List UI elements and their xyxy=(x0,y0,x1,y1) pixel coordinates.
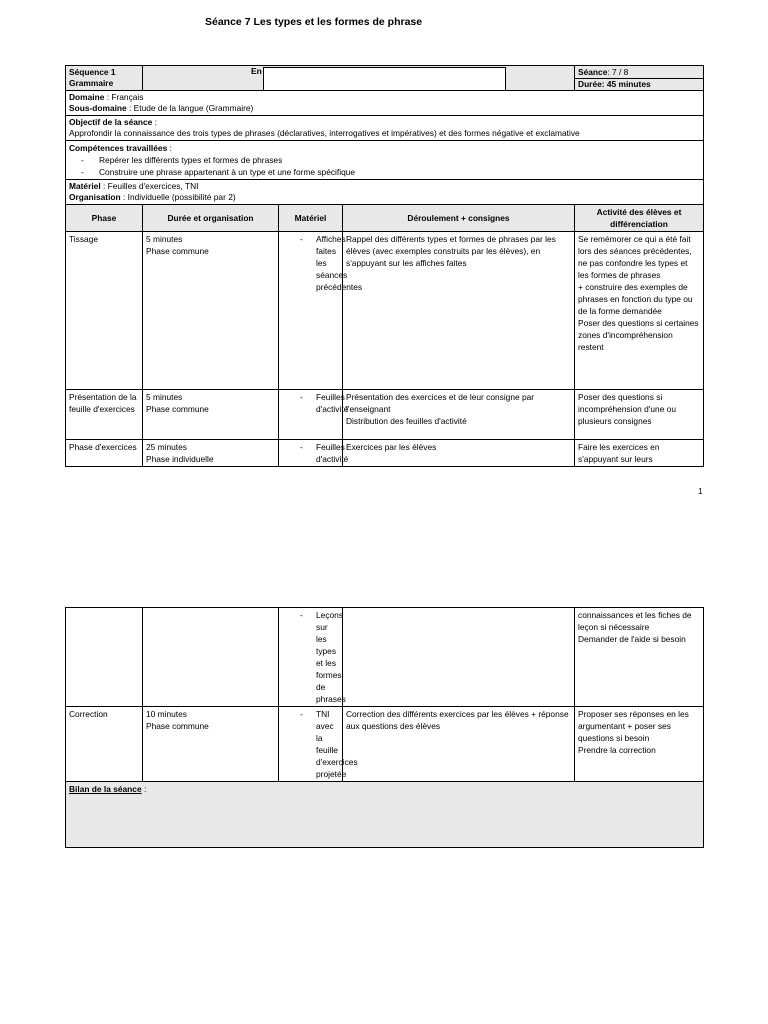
sequence-label: Séquence 1 xyxy=(69,67,116,77)
document-title: Séance 7 Les types et les formes de phrase xyxy=(205,16,423,28)
materiel-cell xyxy=(279,608,346,707)
column-header-row xyxy=(66,205,704,232)
col-header-activite: Activité des élèves et différenciation xyxy=(575,205,704,232)
col-header-duree: Durée et organisation xyxy=(143,205,279,232)
activite-cell: Se remémorer ce qui a été fait lors des séances précédentes, ne pas confondre les types et les formes de phrases + construire des exemples de phrases en fonction du type ou de la forme demandée Poser des questions si certaines zones d'incompréhension restent xyxy=(575,232,704,390)
col-header-materiel: Matériel xyxy=(279,205,343,232)
materiel-cell xyxy=(279,390,349,440)
materiel-item: - Feuilles d'activité xyxy=(282,441,339,465)
competences-suffix: : xyxy=(167,143,172,153)
domaine-label: Domaine xyxy=(69,92,105,102)
materiel-value: : Feuilles d'exercices, TNI xyxy=(100,181,199,191)
domaine-row xyxy=(66,91,704,116)
duree-value: : 45 minutes xyxy=(601,79,651,89)
duree-cell xyxy=(143,232,279,390)
duree-time: 5 minutes xyxy=(146,234,183,244)
phase-cell: Tissage xyxy=(66,232,143,390)
deroulement-cell: Rappel des différents types et formes de phrases par les élèves (avec exemples construits par les élèves), en s'appuyant sur les affiches faites xyxy=(343,232,575,390)
duree-org: Phase individuelle xyxy=(146,454,214,464)
duree-cell xyxy=(143,608,279,707)
ent-text-box xyxy=(263,67,506,91)
activite-cell: Proposer ses réponses en les argumentant + poser ses questions si besoin Prendre la correction xyxy=(575,707,704,782)
domaine-value: : Français xyxy=(104,92,144,102)
table-row xyxy=(66,232,704,390)
duree-org: Phase commune xyxy=(146,246,209,256)
materiel-row xyxy=(66,180,704,205)
deroulement-cell: Exercices par les élèves xyxy=(343,440,575,467)
duree-time: 10 minutes xyxy=(146,709,187,719)
bilan-row xyxy=(66,782,704,848)
sous-domaine-value: : Etude de la langue (Grammaire) xyxy=(126,103,254,113)
duree-cell xyxy=(143,390,279,440)
seance-value: : 7 / 8 xyxy=(607,67,629,77)
deroulement-cell xyxy=(343,608,575,707)
activite-cell: Poser des questions si incompréhension d'une ou plusieurs consignes xyxy=(575,390,704,440)
sous-domaine-label: Sous-domaine xyxy=(69,103,127,113)
lesson-plan-table-continued xyxy=(65,607,704,848)
bilan-cell xyxy=(66,782,704,848)
objectif-text: Approfondir la connaissance des trois types de phrases (déclaratives, interrogatives et impératives) et des formes négative et exclamative xyxy=(69,128,580,138)
materiel-item: - TNI avec la feuille d'exercices projetée xyxy=(282,708,339,780)
table-row xyxy=(66,608,704,707)
materiel-item: - Affiches faites les séances précédentes xyxy=(282,233,339,293)
activite-cell: Faire les exercices en s'appuyant sur leurs xyxy=(575,440,704,467)
organisation-label: Organisation xyxy=(69,192,121,202)
duree-org: Phase commune xyxy=(146,404,209,414)
phase-cell: Correction xyxy=(66,707,143,782)
phase-cell: Phase d'exercices xyxy=(66,440,143,467)
deroulement-cell: Correction des différents exercices par les élèves + réponse aux questions des élèves xyxy=(343,707,575,782)
seance-cell xyxy=(575,66,704,91)
duree-org: Phase commune xyxy=(146,721,209,731)
col-header-phase: Phase xyxy=(66,205,143,232)
materiel-cell xyxy=(279,232,363,390)
materiel-cell xyxy=(279,440,349,467)
ent-label: En xyxy=(251,66,262,76)
activite-cell: connaissances et les fiches de leçon si nécessaire Demander de l'aide si besoin xyxy=(575,608,704,707)
seance-label: Séance xyxy=(578,67,608,77)
table-row xyxy=(66,440,704,467)
objectif-suffix: : xyxy=(152,117,157,127)
competence-item: - Repérer les différents types et formes de phrases xyxy=(69,154,700,166)
lesson-plan-table xyxy=(65,65,704,467)
materiel-item: - Feuilles d'activité xyxy=(282,391,339,415)
bilan-suffix: : xyxy=(141,784,147,794)
materiel-cell xyxy=(279,707,358,782)
duree-time: 25 minutes xyxy=(146,442,187,452)
duree-cell xyxy=(143,440,279,467)
table-row xyxy=(66,707,704,782)
duree-time: 5 minutes xyxy=(146,392,183,402)
deroulement-cell: Présentation des exercices et de leur consigne par l'enseignant Distribution des feuilles d'activité xyxy=(343,390,575,440)
sequence-cell xyxy=(66,66,143,91)
table-row xyxy=(66,390,704,440)
duree-cell xyxy=(143,707,279,782)
duree-label: Durée xyxy=(578,79,602,89)
col-header-deroulement: Déroulement + consignes xyxy=(343,205,575,232)
page-number: 1 xyxy=(698,486,703,496)
materiel-label: Matériel xyxy=(69,181,101,191)
competences-row xyxy=(66,141,704,180)
competence-item: - Construire une phrase appartenant à un type et une forme spécifique xyxy=(69,166,700,178)
competences-label: Compétences travaillées xyxy=(69,143,168,153)
bilan-label: Bilan de la séance xyxy=(69,784,142,794)
materiel-item: - Leçons sur les types et les formes de phrases xyxy=(282,609,339,705)
objectif-label: Objectif de la séance xyxy=(69,117,153,127)
sequence-subject: Grammaire xyxy=(69,78,114,88)
phase-cell xyxy=(66,608,143,707)
phase-cell: Présentation de la feuille d'exercices xyxy=(66,390,143,440)
objectif-row xyxy=(66,116,704,141)
organisation-value: : Individuelle (possibilité par 2) xyxy=(120,192,236,202)
